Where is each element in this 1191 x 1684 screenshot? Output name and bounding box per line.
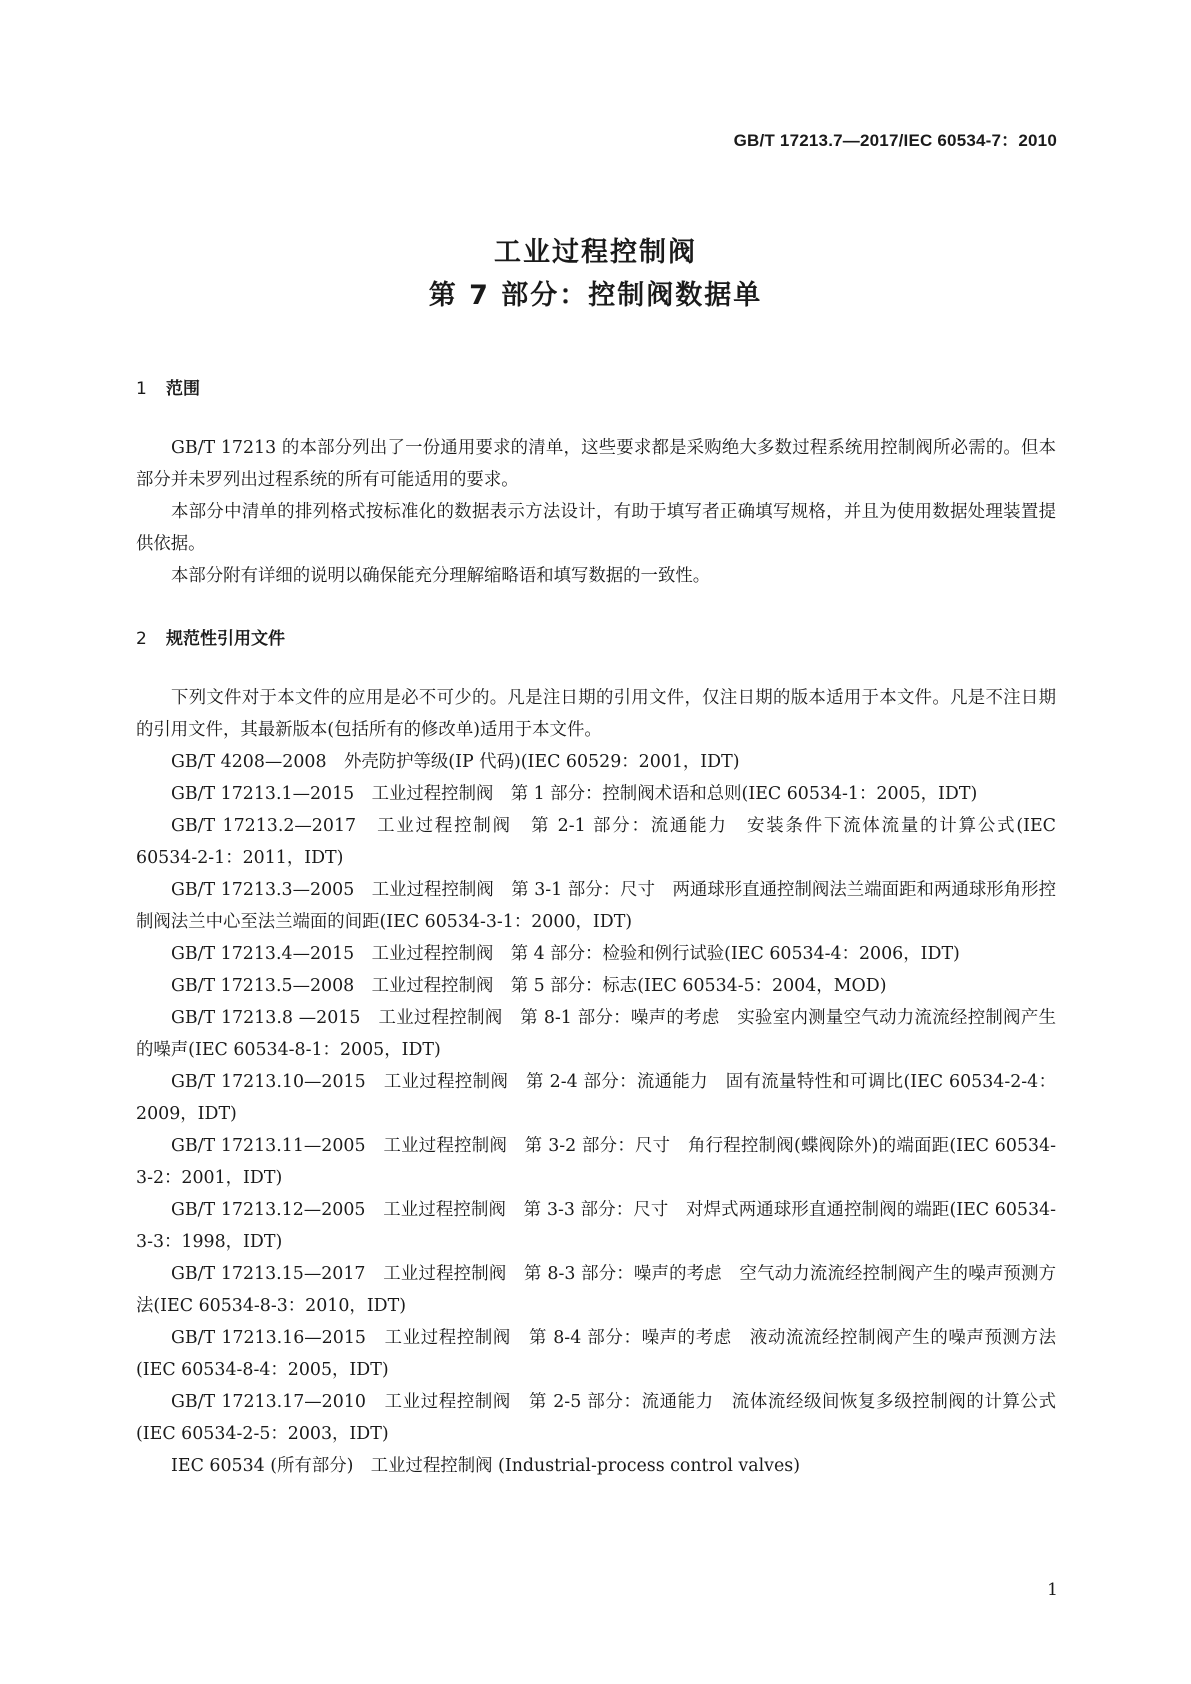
section-2-body	[136, 682, 1056, 1482]
paragraph: 本部分中清单的排列格式按标准化的数据表示方法设计，有助于填写者正确填写规格，并且为使用数据处理装置提供依据。	[136, 502, 1056, 554]
reference-item: GB/T 17213.3—2005 工业过程控制阀 第 3-1 部分：尺寸 两通球形直通控制阀法兰端面距和两通球形角形控制阀法兰中心至法兰端面的间距(IEC 60534-3-1：2000，IDT)	[136, 880, 1056, 932]
section-title: 规范性引用文件	[166, 629, 285, 649]
section-2-heading	[136, 624, 285, 649]
document-subtitle: 第 7 部分：控制阀数据单	[428, 280, 763, 311]
paragraph: 下列文件对于本文件的应用是必不可少的。凡是注日期的引用文件，仅注日期的版本适用于本文件。凡是不注日期的引用文件，其最新版本(包括所有的修改单)适用于本文件。	[136, 688, 1056, 740]
section-number: 2	[136, 629, 147, 649]
reference-item: GB/T 17213.12—2005 工业过程控制阀 第 3-3 部分：尺寸 对焊式两通球形直通控制阀的端距(IEC 60534-3-3：1998，IDT)	[136, 1200, 1056, 1252]
reference-item: GB/T 17213.11—2005 工业过程控制阀 第 3-2 部分：尺寸 角行程控制阀(蝶阀除外)的端面距(IEC 60534-3-2：2001，IDT)	[136, 1136, 1056, 1188]
reference-item: IEC 60534 (所有部分) 工业过程控制阀 (Industrial-process control valves)	[171, 1456, 800, 1476]
reference-item: GB/T 17213.10—2015 工业过程控制阀 第 2-4 部分：流通能力 固有流量特性和可调比(IEC 60534-2-4：2009，IDT)	[136, 1072, 1056, 1124]
reference-item: GB/T 17213.4—2015 工业过程控制阀 第 4 部分：检验和例行试验(IEC 60534-4：2006，IDT)	[171, 944, 960, 964]
section-number: 1	[136, 379, 147, 399]
section-1-heading	[136, 374, 200, 399]
reference-item: GB/T 17213.8 —2015 工业过程控制阀 第 8-1 部分：噪声的考虑 实验室内测量空气动力流流经控制阀产生的噪声(IEC 60534-8-1：2005，IDT)	[136, 1008, 1056, 1060]
paragraph: GB/T 17213 的本部分列出了一份通用要求的清单，这些要求都是采购绝大多数过程系统用控制阀所必需的。但本部分并未罗列出过程系统的所有可能适用的要求。	[136, 438, 1056, 490]
reference-item: GB/T 17213.17—2010 工业过程控制阀 第 2-5 部分：流通能力 流体流经级间恢复多级控制阀的计算公式(IEC 60534-2-5：2003，IDT)	[136, 1392, 1056, 1444]
reference-item: GB/T 17213.15—2017 工业过程控制阀 第 8-3 部分：噪声的考虑 空气动力流流经控制阀产生的噪声预测方法(IEC 60534-8-3：2010，IDT)	[136, 1264, 1056, 1316]
paragraph: 本部分附有详细的说明以确保能充分理解缩略语和填写数据的一致性。	[171, 566, 711, 586]
reference-item: GB/T 17213.5—2008 工业过程控制阀 第 5 部分：标志(IEC 60534-5：2004，MOD)	[171, 976, 887, 996]
document-title: 工业过程控制阀	[494, 237, 697, 268]
reference-item: GB/T 4208—2008 外壳防护等级(IP 代码)(IEC 60529：2001，IDT)	[171, 752, 740, 772]
reference-item: GB/T 17213.2—2017 工业过程控制阀 第 2-1 部分：流通能力 安装条件下流体流量的计算公式(IEC 60534-2-1：2011，IDT)	[136, 816, 1056, 868]
standard-code: GB/T 17213.7—2017/IEC 60534-7：2010	[733, 131, 1057, 150]
page-number: 1	[1047, 1580, 1058, 1600]
reference-item: GB/T 17213.16—2015 工业过程控制阀 第 8-4 部分：噪声的考虑 液动流流经控制阀产生的噪声预测方法(IEC 60534-8-4：2005，IDT)	[136, 1328, 1056, 1380]
reference-item: GB/T 17213.1—2015 工业过程控制阀 第 1 部分：控制阀术语和总则(IEC 60534-1：2005，IDT)	[171, 784, 978, 804]
section-1-body	[136, 432, 1056, 592]
section-title: 范围	[166, 379, 200, 399]
